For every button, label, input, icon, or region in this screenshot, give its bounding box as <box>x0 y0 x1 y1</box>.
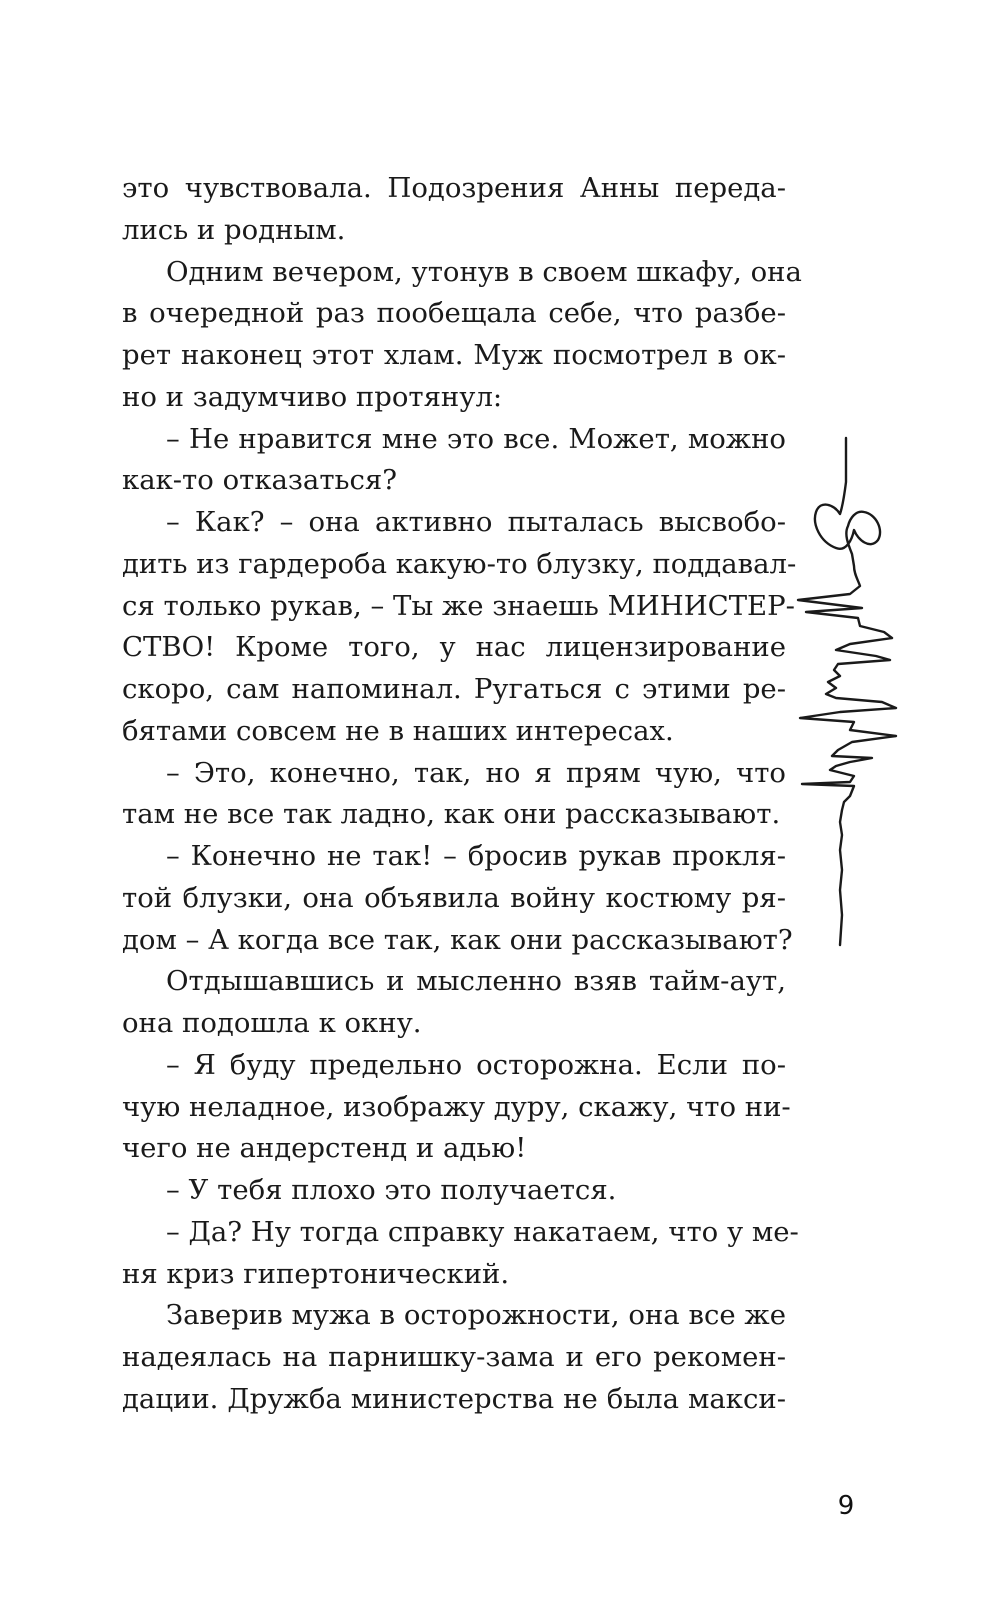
text-line: чего не андерстенд и адью! <box>122 1132 527 1165</box>
text-line: – Я буду предельно осторожна. Если по- <box>166 1048 786 1081</box>
text-line: лись и родным. <box>122 213 346 246</box>
text-line: – Не нравится мне это все. Может, можно <box>166 422 786 455</box>
text-line: но и задумчиво протянул: <box>122 380 503 413</box>
text-line: надеялась на парнишку-зама и его рекомен- <box>122 1341 786 1373</box>
body-text <box>122 168 802 1421</box>
text-line: дить из гардероба какую-то блузку, поддавал- <box>122 547 797 580</box>
text-line: она подошла к окну. <box>122 1007 422 1039</box>
text-line: Заверив мужа в осторожности, она все же <box>166 1299 786 1332</box>
text-line: в очередной раз пообещала себе, что разбе- <box>122 297 786 330</box>
text-line: – Как? – она активно пыталась высвобо- <box>166 506 786 538</box>
text-line: чую неладное, изображу дуру, скажу, что ни- <box>122 1090 791 1123</box>
text-line: как-то отказаться? <box>122 464 397 497</box>
text-line: там не все так ладно, как они рассказывают. <box>122 798 781 831</box>
text-line: дом – А когда все так, как они рассказывают? <box>122 923 793 956</box>
text-line: ня криз гипертонический. <box>122 1257 510 1290</box>
text-line: – Конечно не так! – бросив рукав прокля- <box>166 840 786 872</box>
text-line: Одним вечером, утонув в своем шкафу, она <box>166 255 802 288</box>
text-line: ся только рукав, – Ты же знаешь МИНИСТЕР- <box>122 589 795 622</box>
heartbeat-line-art-icon <box>780 430 930 960</box>
text-line: скоро, сам напоминал. Ругаться с этими ре- <box>122 673 786 705</box>
text-line: той блузки, она объявила войну костюму ря- <box>122 881 786 914</box>
text-line: – У тебя плохо это получается. <box>166 1174 617 1206</box>
text-line: это чувствовала. Подозрения Анны переда- <box>122 172 786 204</box>
text-line: бятами совсем не в наших интересах. <box>122 714 674 747</box>
text-line: рет наконец этот хлам. Муж посмотрел в ок- <box>122 339 786 371</box>
text-line: – Это, конечно, так, но я прям чую, что <box>166 756 786 789</box>
text-line: – Да? Ну тогда справку накатаем, что у ме- <box>166 1215 799 1248</box>
page-number: 9 <box>837 1491 855 1521</box>
text-line: СТВО! Кроме того, у нас лицензирование <box>122 631 786 664</box>
text-line: дации. Дружба министерства не была макси- <box>122 1382 786 1415</box>
text-line: Отдышавшись и мысленно взяв тайм-аут, <box>166 965 786 998</box>
